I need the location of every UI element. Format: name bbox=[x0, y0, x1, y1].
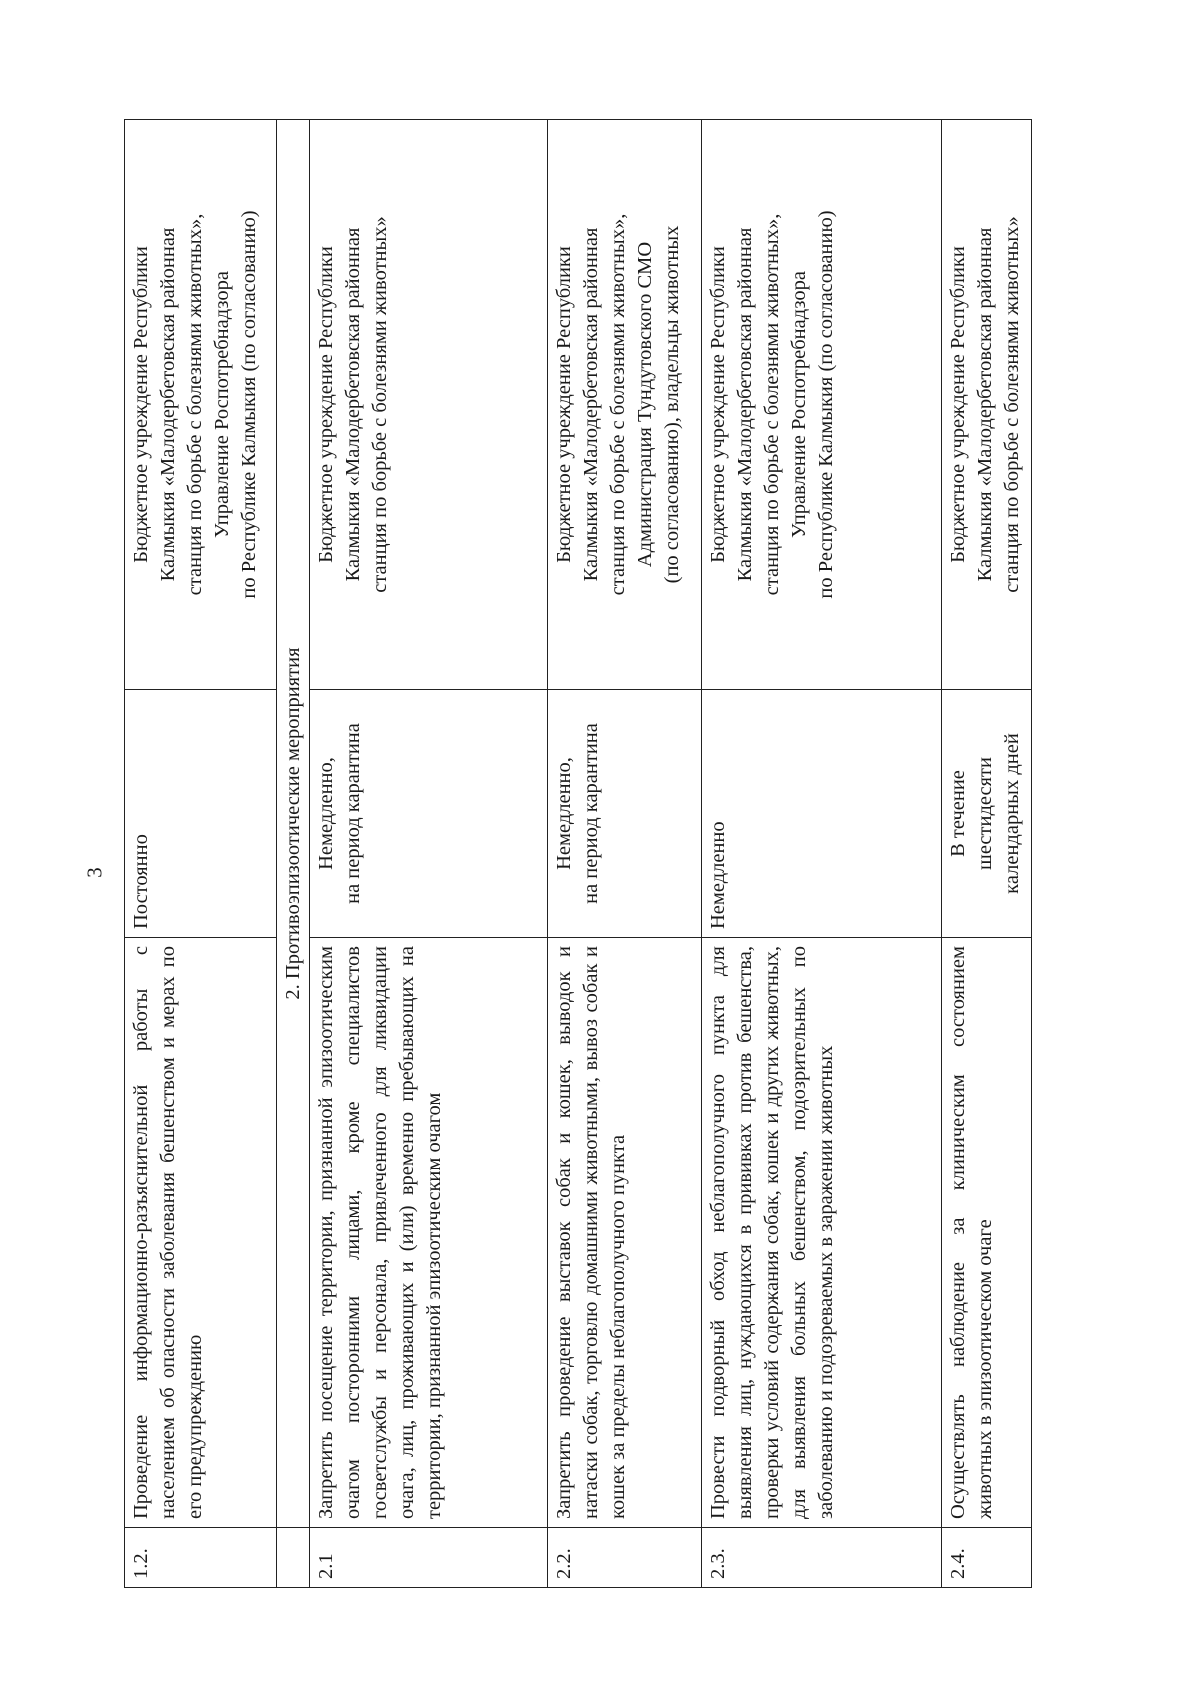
row-number: 2.2. bbox=[548, 1528, 702, 1588]
responsible-cell: Бюджетное учреждение Республики Калмыкия «Малодербетовская районная станция по борьбе с болезнями животных» bbox=[310, 120, 548, 690]
section-header-row bbox=[277, 120, 310, 1588]
section-title: 2. Противоэпизоотические мероприятия bbox=[277, 120, 310, 1528]
table-row bbox=[310, 120, 548, 1588]
measures-table bbox=[124, 119, 1032, 1588]
term-cell: Постоянно bbox=[125, 690, 277, 938]
table-row bbox=[125, 120, 277, 1588]
action-cell: Запретить проведение выставок собак и кошек, выводок и натаски собак, торговлю домашними животными, вывоз собак и кошек за пределы неблагополучного пункта bbox=[548, 938, 702, 1528]
responsible-cell: Бюджетное учреждение Республики Калмыкия «Малодербетовская районная станция по борьбе с болезнями животных», Управление Роспотребнадзора по Республике Калмыкия (по согласованию) bbox=[702, 120, 942, 690]
responsible-cell: Бюджетное учреждение Республики Калмыкия «Малодербетовская районная станция по борьбе с болезнями животных» bbox=[942, 120, 1032, 690]
table-row bbox=[942, 120, 1032, 1588]
section-empty-cell bbox=[277, 1528, 310, 1588]
action-cell: Провести подворный обход неблагополучного пункта для выявления лиц, нуждающихся в прививках против бешенства, проверки условий содержания собак, кошек и других животных, для выявления больных бешенством, подозрительных по заболеванию и подозреваемых в заражении животных bbox=[702, 938, 942, 1528]
row-number: 2.3. bbox=[702, 1528, 942, 1588]
page-number: 3 bbox=[82, 867, 107, 878]
table-container bbox=[124, 120, 1023, 1588]
term-cell: Немедленно, на период карантина bbox=[310, 690, 548, 938]
term-cell: Немедленно bbox=[702, 690, 942, 938]
responsible-cell: Бюджетное учреждение Республики Калмыкия «Малодербетовская районная станция по борьбе с болезнями животных», Администрация Тундутовского СМО (по согласованию), владельцы животных bbox=[548, 120, 702, 690]
responsible-cell: Бюджетное учреждение Республики Калмыкия «Малодербетовская районная станция по борьбе с болезнями животных», Управление Роспотребнадзора по Республике Калмыкия (по согласованию) bbox=[125, 120, 277, 690]
table-row bbox=[548, 120, 702, 1588]
row-number: 2.1 bbox=[310, 1528, 548, 1588]
row-number: 2.4. bbox=[942, 1528, 1032, 1588]
action-cell: Запретить посещение территории, признанной эпизоотическим очагом посторонними лицами, кроме специалистов госветслужбы и персонала, привлеченного для ликвидации очага, лиц, проживающих и (или) временно пребывающих на территории, признанной эпизоотическим очагом bbox=[310, 938, 548, 1528]
action-cell: Проведение информационно-разъяснительной работы с населением об опасности заболевания бешенством и мерах по его предупреждению bbox=[125, 938, 277, 1528]
row-number: 1.2. bbox=[125, 1528, 277, 1588]
action-cell: Осуществлять наблюдение за клиническим состоянием животных в эпизоотическом очаге bbox=[942, 938, 1032, 1528]
term-cell: В течение шестидесяти календарных дней bbox=[942, 690, 1032, 938]
term-cell: Немедленно, на период карантина bbox=[548, 690, 702, 938]
table-row bbox=[702, 120, 942, 1588]
